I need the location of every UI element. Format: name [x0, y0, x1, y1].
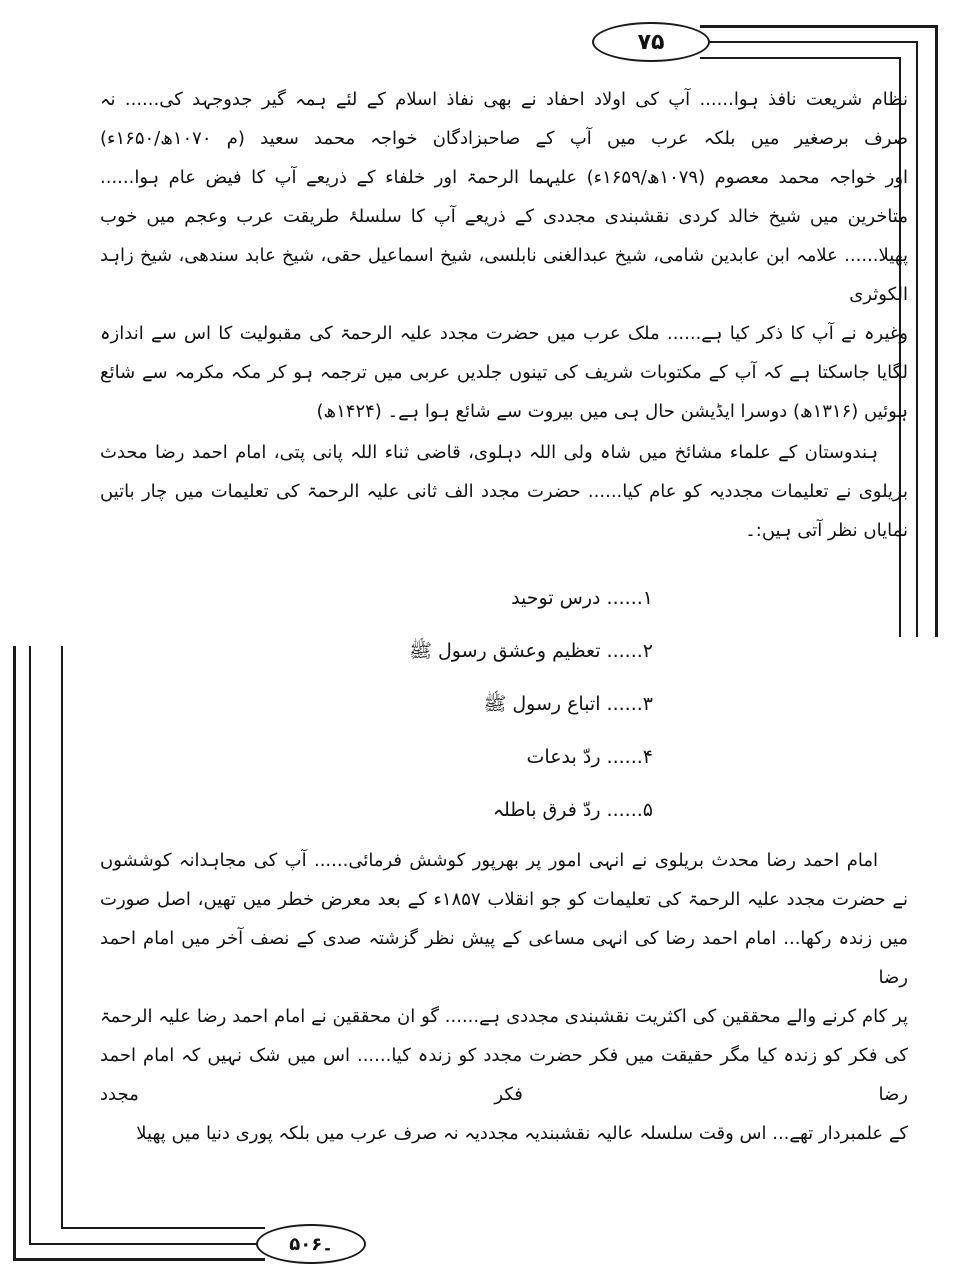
- text-line: ہوئیں (۱۳۱۶ھ) دوسرا ایڈیشن حال ہی میں بیروت سے شائع ہوا ہے۔ (۱۴۲۴ھ): [316, 401, 908, 422]
- page-number-bottom: [256, 1224, 366, 1264]
- text-line: نظام شریعت نافذ ہوا...... آپ کی اولاد احفاد نے بھی نفاذ اسلام کے لئے ہمہ گیر جدوجہد کی...... نہ: [100, 89, 908, 110]
- text-line: صرف برصغیر میں بلکہ عرب میں آپ کے صاحبزادگان خواجہ محمد سعید (م ۱۰۷۰ھ/۱۶۵۰ء): [100, 128, 908, 149]
- frame-line: [916, 41, 918, 637]
- page-number-top: [592, 22, 710, 62]
- text-line: کے علمبردار تھے... اس وقت سلسلہ عالیہ نقشبندیہ مجددیہ نہ صرف عرب میں بلکہ پوری دنیا میں پھیلا: [136, 1123, 908, 1144]
- frame-line: [61, 1227, 265, 1229]
- text-line: وغیرہ نے آپ کا ذکر کیا ہے...... ملک عرب میں حضرت مجدد علیہ الرحمۃ کی مقبولیت کا اس سے اندازہ: [100, 323, 908, 344]
- text-line: اور خواجہ محمد معصوم (۱۰۷۹ھ/۱۶۵۹ء) علیہما الرحمۃ اور خلفاء کے ذریعے آپ کا فیض عام ہوا......: [100, 167, 909, 188]
- page-number-text: ۵۰۶۔: [289, 1233, 333, 1255]
- frame-line: [61, 646, 63, 1228]
- frame-line: [13, 1258, 265, 1261]
- frame-line: [700, 25, 938, 28]
- paragraph-3: [100, 841, 908, 1153]
- paragraph-1: [100, 80, 908, 431]
- frame-line: [700, 57, 900, 59]
- text-line: نے حضرت مجدد علیہ الرحمۃ کی تعلیمات کو جو انقلاب ۱۸۵۷ء کے بعد معرض خطر میں تھیں، اصل صورت: [100, 889, 908, 910]
- list-item: ۴...... ردّ بدعات: [526, 746, 653, 768]
- frame-line: [13, 646, 16, 1260]
- text-line: ہندوستان کے علماء مشائخ میں شاہ ولی اللہ دہلوی، قاضی ثناء اللہ پانی پتی، امام احمد رضا محدث: [100, 442, 878, 463]
- text-line: میں زندہ رکھا... امام احمد رضا کی انہی مساعی کے پیش نظر گزشتہ صدی کے نصف آخر میں امام احمد رضا: [100, 928, 908, 988]
- list-item: ۳...... اتباع رسول ﷺ: [483, 693, 653, 715]
- text-line: لگایا جاسکتا ہے کہ آپ کے مکتوبات شریف کی تینوں جلدیں عربی میں ترجمہ ہو کر مکہ مکرمہ سے شائع: [100, 362, 908, 383]
- text-line: متاخرین میں شیخ خالد کردی نقشبندی مجددی کے ذریعے آپ کا سلسلۂ طریقت عرب وعجم میں خوب: [100, 206, 908, 227]
- page-number-text: ۷۵: [637, 29, 665, 55]
- frame-line: [705, 41, 918, 43]
- list-item: ۱...... درس توحید: [511, 587, 653, 609]
- text-line: پھیلا...... علامہ ابن عابدین شامی، شیخ عبدالغنی نابلسی، شیخ اسماعیل حقی، شیخ عابد سندھی، شیخ زاہد الکوثری: [100, 245, 908, 305]
- text-line: کی فکر کو زندہ کیا مگر حقیقت میں فکر حضرت مجدد کو زندہ کیا...... اس میں شک نہیں کہ امام احمد رضا فکر مجدد: [100, 1045, 908, 1105]
- teachings-list: [100, 572, 908, 837]
- frame-line: [29, 1243, 265, 1245]
- frame-line: [29, 646, 31, 1244]
- text-line: امام احمد رضا محدث بریلوی نے انہی امور پر بھرپور کوشش فرمائی...... آپ کی مجاہدانہ کوششوں: [100, 850, 878, 871]
- text-line: پر کام کرنے والے محققین کی اکثریت نقشبندی مجددی ہے...... گو ان محققین نے امام احمد رضا علیہ الرحمۃ: [100, 1006, 908, 1027]
- text-line: نمایاں نظر آتی ہیں:۔: [745, 520, 908, 541]
- list-item: ۲...... تعظیم وعشق رسول ﷺ: [408, 640, 653, 662]
- list-item: ۵...... ردّ فرق باطلہ: [492, 799, 653, 821]
- frame-line: [935, 25, 938, 637]
- page-body: [100, 80, 908, 1155]
- paragraph-2: [100, 433, 908, 550]
- text-line: بریلوی نے تعلیمات مجددیہ کو عام کیا...... حضرت مجدد الف ثانی علیہ الرحمۃ کی تعلیمات میں چار باتیں: [100, 481, 908, 502]
